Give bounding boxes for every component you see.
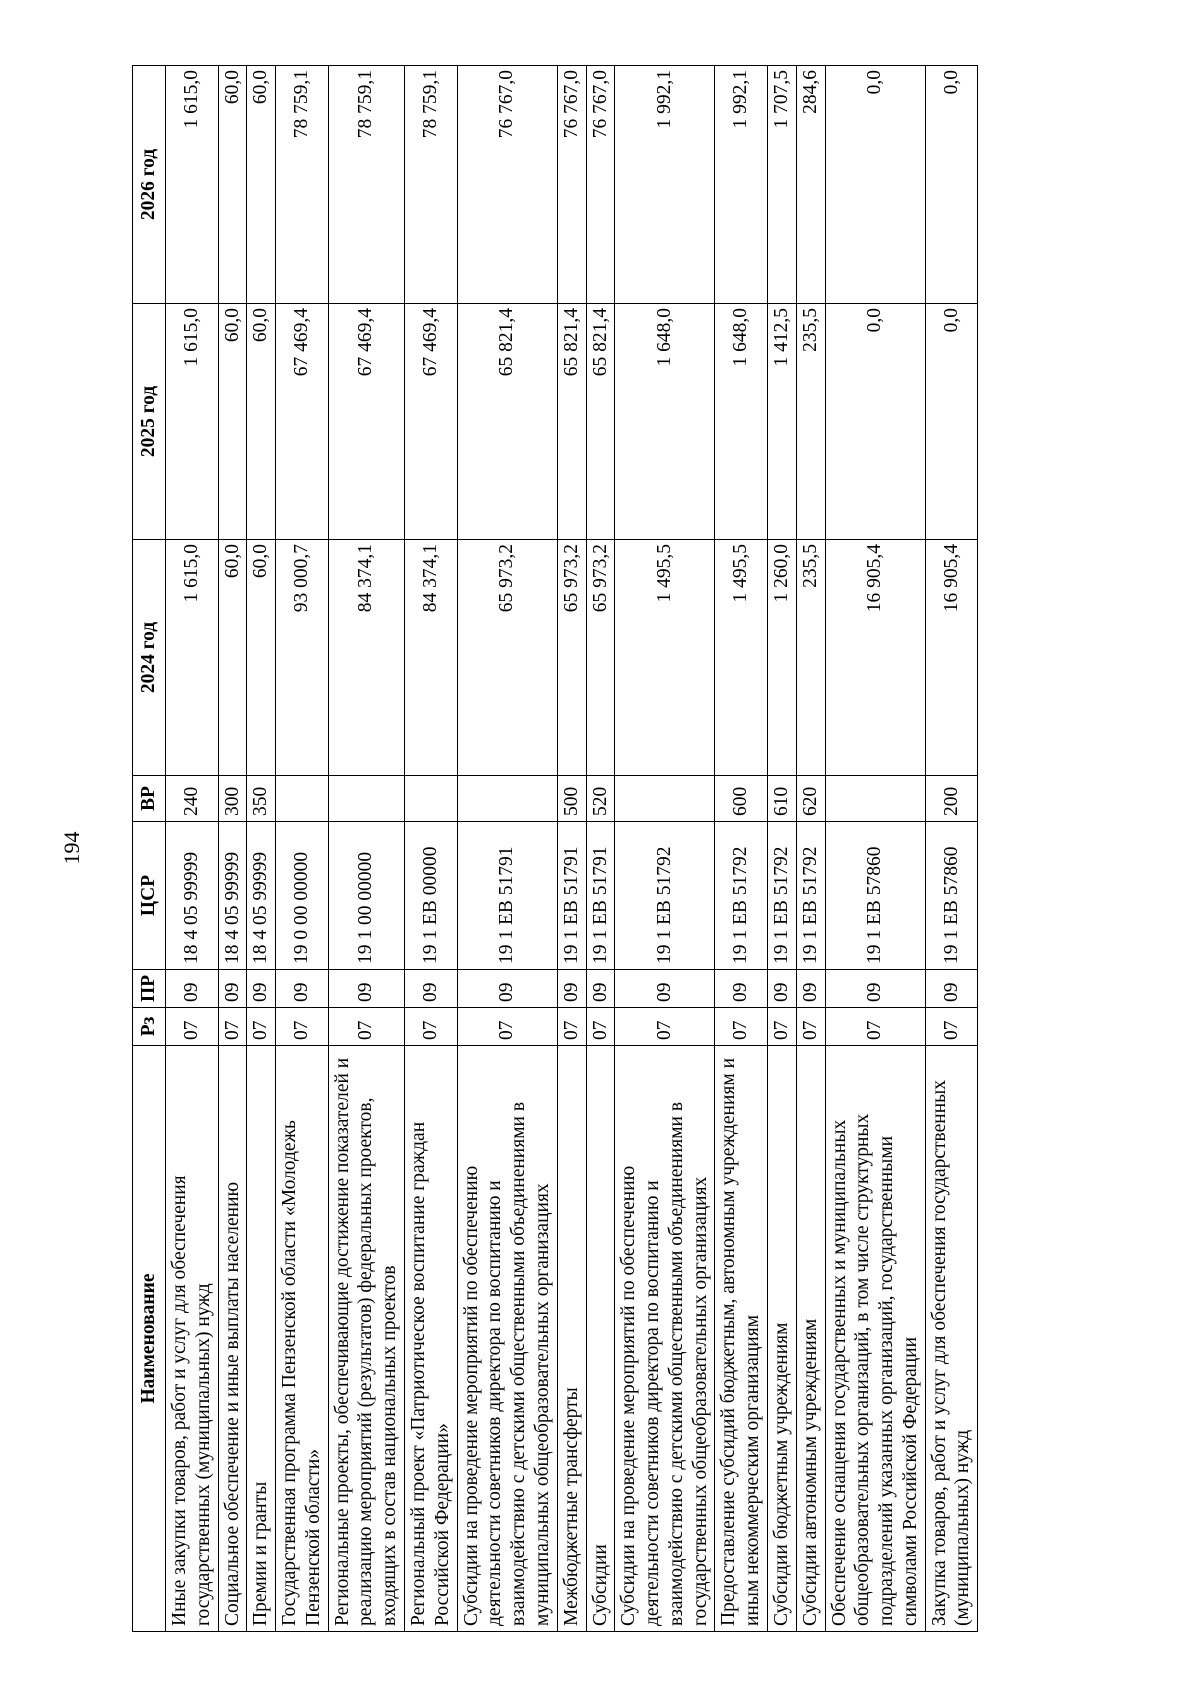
cell-pr: 09 [457,970,557,1008]
cell-csr: 19 1 ЕВ 51792 [767,822,796,970]
cell-pr: 09 [767,970,796,1008]
cell-pr: 09 [247,970,276,1008]
cell-2025: 235,5 [796,304,825,540]
cell-vr: 350 [247,776,276,822]
cell-name: Государственная программа Пензенской области «Молодежь Пензенской области» [276,1046,329,1632]
cell-pr: 09 [218,970,247,1008]
cell-vr: 620 [796,776,825,822]
table-row [247,66,276,1632]
cell-csr: 19 1 ЕВ 00000 [405,822,458,970]
cell-rz: 07 [715,1008,768,1046]
cell-2026: 1 615,0 [166,66,219,304]
cell-2026: 76 767,0 [457,66,557,304]
cell-2025: 67 469,4 [276,304,329,540]
cell-name: Субсидии на проведение мероприятий по обеспечению деятельности советников директора по воспитанию и взаимодействию с детскими общественными объединениями в государственных общеобразовательных организациях [615,1046,715,1632]
cell-rz: 07 [557,1008,586,1046]
cell-pr: 09 [715,970,768,1008]
cell-2024: 235,5 [796,540,825,776]
cell-2026: 1 992,1 [715,66,768,304]
cell-pr: 09 [276,970,329,1008]
cell-vr [328,776,404,822]
header-2026: 2026 год [133,66,166,304]
cell-2026: 0,0 [825,66,925,304]
cell-pr: 09 [557,970,586,1008]
table-row [825,66,925,1632]
cell-vr [405,776,458,822]
table-row [328,66,404,1632]
cell-name: Субсидии бюджетным учреждениям [767,1046,796,1632]
table-header-row [133,66,166,1632]
cell-2024: 65 973,2 [457,540,557,776]
cell-vr: 610 [767,776,796,822]
cell-2026: 0,0 [925,66,978,304]
header-2024: 2024 год [133,540,166,776]
cell-pr: 09 [166,970,219,1008]
cell-rz: 07 [328,1008,404,1046]
cell-2025: 65 821,4 [457,304,557,540]
table-row [586,66,615,1632]
cell-vr [457,776,557,822]
table-row [166,66,219,1632]
cell-name: Обеспечение оснащения государственных и муниципальных общеобразовательных организаций, в том числе структурных подразделений указанных организаций, государственными символами Российской Федерации [825,1046,925,1632]
header-csr: ЦСР [133,822,166,970]
cell-2025: 1 615,0 [166,304,219,540]
budget-table [132,65,978,1632]
cell-pr: 09 [586,970,615,1008]
table-row [276,66,329,1632]
cell-2024: 84 374,1 [328,540,404,776]
rotated-table-wrapper [132,66,978,1632]
cell-csr: 19 1 ЕВ 51791 [557,822,586,970]
cell-2025: 1 648,0 [715,304,768,540]
cell-csr: 19 1 ЕВ 51792 [796,822,825,970]
table-row [767,66,796,1632]
cell-csr: 19 1 00 00000 [328,822,404,970]
cell-csr: 19 1 ЕВ 57860 [825,822,925,970]
cell-2026: 60,0 [247,66,276,304]
table-row [715,66,768,1632]
cell-2025: 0,0 [925,304,978,540]
cell-vr: 300 [218,776,247,822]
cell-name: Иные закупки товаров, работ и услуг для обеспечения государственных (муниципальных) нужд [166,1046,219,1632]
cell-pr: 09 [825,970,925,1008]
cell-2026: 1 707,5 [767,66,796,304]
cell-2026: 60,0 [218,66,247,304]
cell-vr: 200 [925,776,978,822]
table-row [615,66,715,1632]
page-number: 194 [59,831,84,865]
cell-vr: 600 [715,776,768,822]
cell-vr: 500 [557,776,586,822]
cell-name: Межбюджетные трансферты [557,1046,586,1632]
cell-vr: 520 [586,776,615,822]
table-row [796,66,825,1632]
cell-rz: 07 [767,1008,796,1046]
cell-vr: 240 [166,776,219,822]
table-row [557,66,586,1632]
cell-csr: 19 1 ЕВ 51792 [615,822,715,970]
cell-2024: 60,0 [247,540,276,776]
cell-2026: 76 767,0 [586,66,615,304]
cell-name: Субсидии автономным учреждениям [796,1046,825,1632]
cell-pr: 09 [615,970,715,1008]
cell-rz: 07 [218,1008,247,1046]
cell-2024: 1 260,0 [767,540,796,776]
cell-name: Предоставление субсидий бюджетным, автономным учреждениям и иным некоммерческим организациям [715,1046,768,1632]
header-rz: Рз [133,1008,166,1046]
table-row [405,66,458,1632]
cell-vr [825,776,925,822]
cell-rz: 07 [247,1008,276,1046]
cell-2024: 16 905,4 [825,540,925,776]
cell-csr: 19 1 ЕВ 51791 [586,822,615,970]
cell-2024: 60,0 [218,540,247,776]
cell-2024: 1 495,5 [715,540,768,776]
cell-name: Закупка товаров, работ и услуг для обеспечения государственных (муниципальных) нужд [925,1046,978,1632]
cell-csr: 18 4 05 99999 [166,822,219,970]
cell-2024: 93 000,7 [276,540,329,776]
cell-csr: 19 0 00 00000 [276,822,329,970]
cell-2025: 67 469,4 [405,304,458,540]
cell-2026: 78 759,1 [405,66,458,304]
cell-2025: 0,0 [825,304,925,540]
cell-2024: 16 905,4 [925,540,978,776]
cell-name: Социальное обеспечение и иные выплаты населению [218,1046,247,1632]
cell-pr: 09 [405,970,458,1008]
cell-2025: 60,0 [247,304,276,540]
cell-rz: 07 [457,1008,557,1046]
table-row [457,66,557,1632]
header-name: Наименование [133,1046,166,1632]
cell-name: Региональный проект «Патриотическое воспитание граждан Российской Федерации» [405,1046,458,1632]
cell-2025: 65 821,4 [557,304,586,540]
cell-name: Региональные проекты, обеспечивающие достижение показателей и реализацию мероприятий (результатов) федеральных проектов, входящих в состав национальных проектов [328,1046,404,1632]
header-2025: 2025 год [133,304,166,540]
cell-rz: 07 [796,1008,825,1046]
cell-2024: 65 973,2 [557,540,586,776]
cell-2025: 60,0 [218,304,247,540]
header-vr: ВР [133,776,166,822]
cell-csr: 18 4 05 99999 [218,822,247,970]
cell-rz: 07 [615,1008,715,1046]
cell-csr: 19 1 ЕВ 51791 [457,822,557,970]
table-row [218,66,247,1632]
cell-2026: 78 759,1 [328,66,404,304]
cell-2024: 1 615,0 [166,540,219,776]
cell-pr: 09 [328,970,404,1008]
cell-csr: 19 1 ЕВ 51792 [715,822,768,970]
cell-vr [276,776,329,822]
cell-2025: 67 469,4 [328,304,404,540]
table-row [925,66,978,1632]
cell-rz: 07 [166,1008,219,1046]
cell-name: Премии и гранты [247,1046,276,1632]
cell-2026: 78 759,1 [276,66,329,304]
cell-2026: 284,6 [796,66,825,304]
cell-csr: 19 1 ЕВ 57860 [925,822,978,970]
cell-2024: 65 973,2 [586,540,615,776]
cell-csr: 18 4 05 99999 [247,822,276,970]
cell-name: Субсидии [586,1046,615,1632]
cell-pr: 09 [796,970,825,1008]
cell-2026: 1 992,1 [615,66,715,304]
cell-2025: 65 821,4 [586,304,615,540]
cell-rz: 07 [276,1008,329,1046]
cell-2025: 1 648,0 [615,304,715,540]
cell-2026: 76 767,0 [557,66,586,304]
cell-pr: 09 [925,970,978,1008]
cell-vr [615,776,715,822]
cell-rz: 07 [825,1008,925,1046]
cell-rz: 07 [586,1008,615,1046]
cell-2025: 1 412,5 [767,304,796,540]
cell-2024: 84 374,1 [405,540,458,776]
cell-name: Субсидии на проведение мероприятий по обеспечению деятельности советников директора по воспитанию и взаимодействию с детскими общественными объединениями в муниципальных общеобразовательных организациях [457,1046,557,1632]
cell-rz: 07 [925,1008,978,1046]
header-pr: ПР [133,970,166,1008]
cell-2024: 1 495,5 [615,540,715,776]
cell-rz: 07 [405,1008,458,1046]
